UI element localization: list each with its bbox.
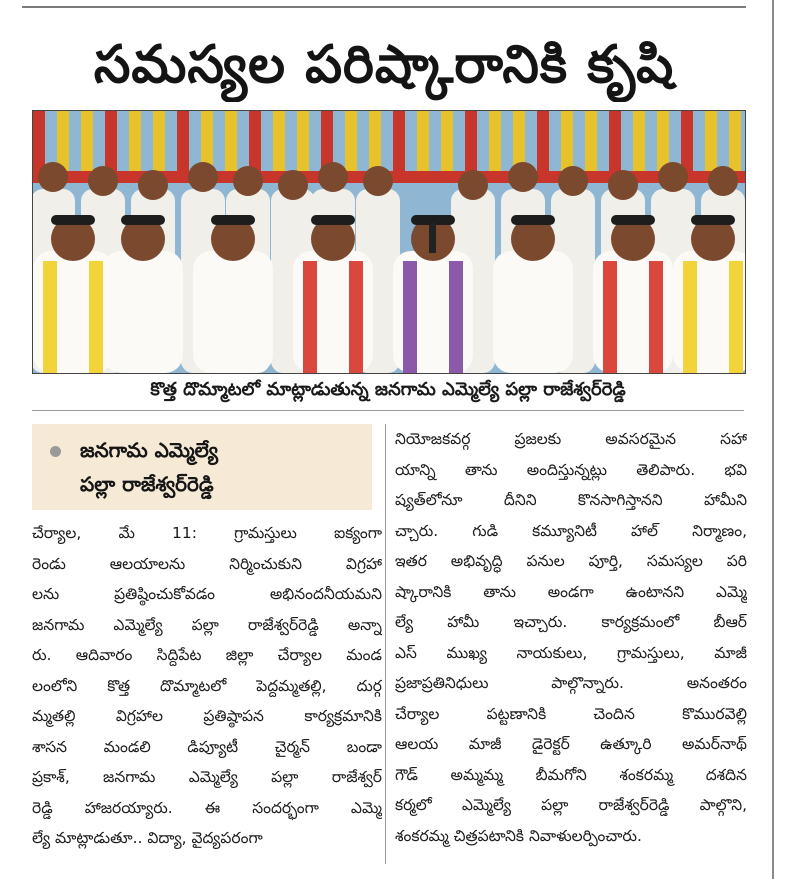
shawl [403, 261, 417, 373]
canopy-stripe [129, 111, 141, 181]
text-line: చేర్యాల పట్టణానికి చెందిన కొమురవెల్లి [395, 704, 747, 723]
highlight-line-2: పల్లా రాజేశ్వర్‌రెడ్డి [80, 472, 214, 496]
person-hair [511, 215, 555, 225]
person-head [138, 170, 168, 200]
text-line: లంలోని కొత్త దొమ్మాటలో పెద్దమ్మతల్లి, దుర్గ [32, 676, 382, 695]
person-hair [211, 215, 255, 225]
text-line: చేర్యాల, మే 11: గ్రామస్తులు ఐక్యంగా [32, 524, 382, 542]
column-separator-right [772, 0, 774, 879]
headline: సమస్యల పరిష్కారానికి కృషి [93, 35, 675, 95]
text-line: జనగామ ఎమ్మెల్యే పల్లా రాజేశ్వర్‌రెడ్డి అన్నా [32, 615, 382, 634]
text-line: గౌడ్ అమ్మమ్మ బీమగోని శంకరమ్మ దశదిన [395, 765, 747, 784]
column-divider [385, 424, 386, 864]
microphone-icon [429, 223, 436, 253]
person-head [508, 162, 538, 192]
person-head [458, 170, 488, 200]
canopy-stripe [441, 111, 453, 181]
shawl [603, 261, 617, 373]
person-hair [691, 215, 735, 225]
canopy-stripe [297, 111, 309, 181]
text-line: ఇతర అభివృద్ధి పనుల పూర్తి, సమస్యల పరి [395, 552, 747, 570]
top-rule [22, 6, 746, 8]
canopy-stripe [177, 111, 189, 181]
text-line: ష్యత్‌లోనూ దీనిని కొనసాగిస్తానని హామీని [395, 491, 747, 509]
text-line: రెండు ఆలయాలను నిర్మించుకుని విగ్రహా [32, 554, 382, 573]
canopy-stripe [273, 111, 285, 181]
highlight-line-1: జనగామ ఎమ్మెల్యే [80, 438, 219, 462]
person-head [708, 166, 738, 196]
canopy-stripe [537, 111, 549, 181]
canopy-stripe [81, 111, 93, 181]
canopy-stripe [345, 111, 357, 181]
text-line: కర్మలో ఎమ్మెల్యే పల్లా రాజేశ్వర్‌రెడ్డి పాల్గొని, [395, 796, 747, 814]
shawl [683, 261, 697, 373]
person-head [318, 162, 348, 192]
shawl [89, 261, 103, 373]
shawl [43, 261, 57, 373]
person-head [38, 162, 68, 192]
canopy-stripe [225, 111, 237, 181]
text-line: ప్రజాప్రతినిధులు పాల్గొన్నారు. అనంతరం [395, 674, 747, 692]
article-column-right [395, 424, 747, 851]
person-hair [51, 215, 95, 225]
text-line: లను ప్రతిష్ఠించుకోవడం అభినందనీయమని [32, 585, 382, 603]
text-line: ఆలయ మాజీ డైరెక్టర్ ఉత్కూరి అమర్‌నాథ్ [395, 735, 747, 753]
text-line: చ్చారు. గుడి కమ్యూనిటీ హాల్ నిర్మాణం, [395, 521, 747, 540]
person-head [188, 162, 218, 192]
shawl [729, 261, 743, 373]
canopy-stripe [633, 111, 645, 181]
caption-rule [32, 410, 744, 411]
person-head [278, 170, 308, 200]
highlight-box [32, 424, 372, 510]
text-line: శాసన మండలి డిప్యూటీ చైర్మన్ బండా [32, 737, 382, 756]
news-photo [32, 110, 746, 374]
shawl [449, 261, 463, 373]
person-head [233, 166, 263, 196]
person-hair [121, 215, 165, 225]
text-line: ఎస్ ముఖ్య నాయకులు, గ్రామస్తులు, మాజీ [395, 643, 747, 662]
person-head [88, 166, 118, 196]
canopy-stripe [417, 111, 429, 181]
text-line: ప్రకాశ్, జనగామ ఎమ్మెల్యే పల్లా రాజేశ్వర్ [32, 768, 382, 786]
text-line: ల్యే మాట్లాడుతూ.. విద్యా, వైద్యపరంగా [32, 829, 263, 847]
person-head [658, 162, 688, 192]
person-head [558, 166, 588, 196]
text-line: ష్కారానికి తాను అండగా ఉంటానని ఎమ్మె [395, 582, 747, 601]
shawl [349, 261, 363, 373]
text-line: మ్మతల్లి విగ్రహాల ప్రతిష్ఠాపన కార్యక్రమానికి [32, 707, 382, 725]
photo-caption: కొత్త దొమ్మాటలో మాట్లాడుతున్న జనగామ ఎమ్మెల్యే పల్లా రాజేశ్వర్‌రెడ్డి [150, 378, 626, 400]
person-body [103, 251, 183, 373]
crowd-photo-illustration [33, 111, 745, 373]
person-head [608, 170, 638, 200]
canopy-stripe [585, 111, 597, 181]
shawl [303, 261, 317, 373]
person-hair [311, 215, 355, 225]
person-body [493, 251, 573, 373]
canopy-stripe [489, 111, 501, 181]
person-body [193, 251, 273, 373]
bullet-icon [50, 446, 61, 457]
text-line: రెడ్డి హాజరయ్యారు. ఈ సందర్భంగా ఎమ్మె [32, 798, 382, 817]
text-line: ల్యే హామీ ఇచ్చారు. కార్యక్రమంలో బీఆర్ [395, 613, 747, 631]
article-column-left [32, 518, 382, 854]
person-hair [611, 215, 655, 225]
canopy-stripe [393, 111, 405, 181]
shawl [649, 261, 663, 373]
text-line: రు. ఆదివారం సిద్దిపేట జిల్లా చేర్యాల మండ [32, 646, 382, 664]
text-line: యాన్ని తాను అందిస్తున్నట్లు తెలిపారు. భవి [395, 460, 747, 479]
text-line: శంకరమ్మ చిత్రపటానికి నివాళులర్పించారు. [395, 826, 642, 845]
text-line: నియోజకవర్గ ప్రజలకు అవసరమైన సహా [395, 430, 747, 448]
person-head [363, 166, 393, 196]
